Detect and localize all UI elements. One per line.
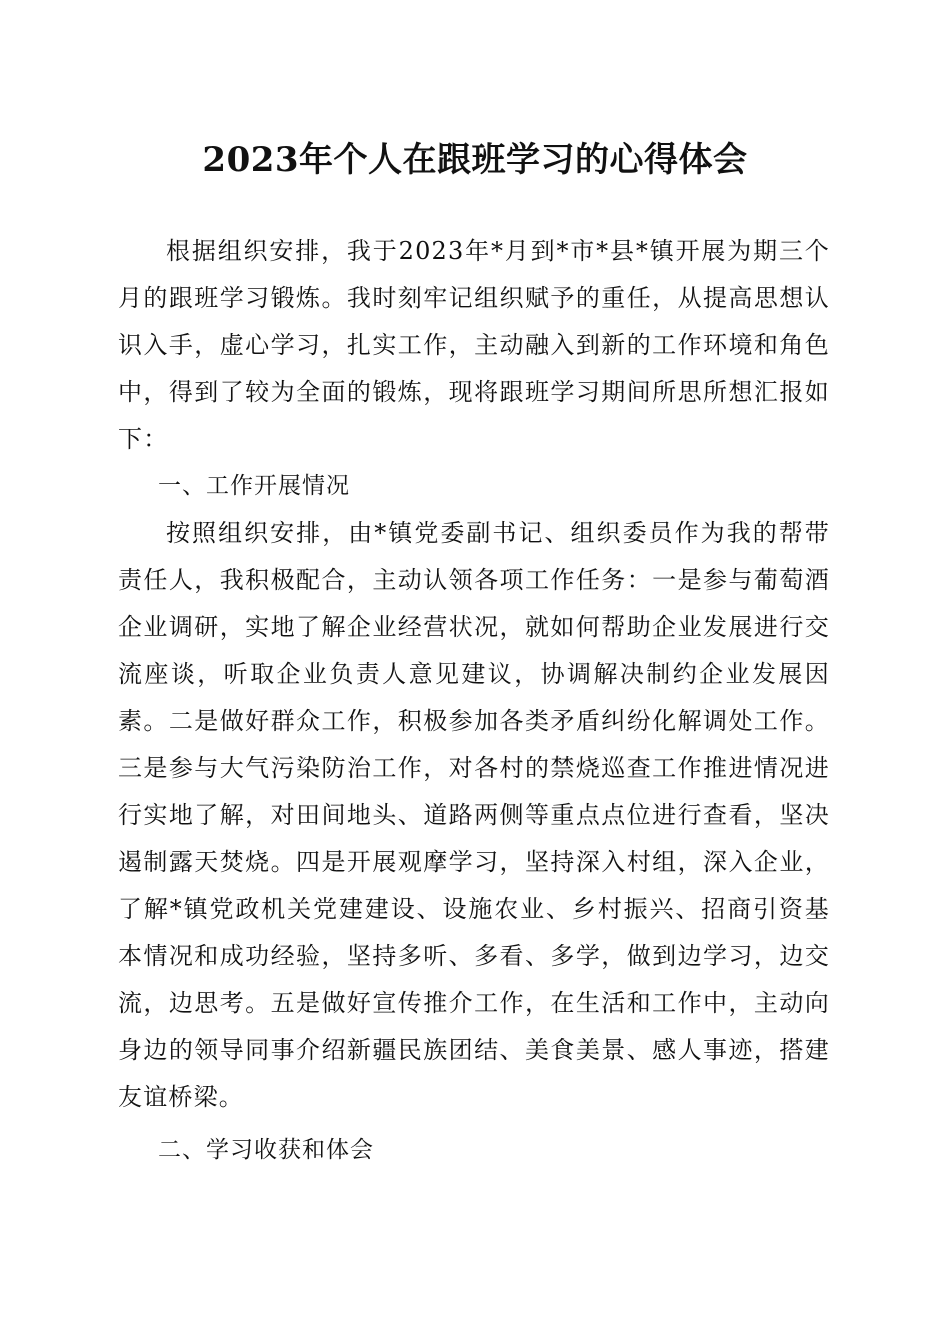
section-heading-work: 一、工作开展情况 xyxy=(158,473,350,499)
document-body xyxy=(118,228,830,1174)
section-heading-gains: 二、学习收获和体会 xyxy=(158,1137,374,1163)
intro-paragraph: 根据组织安排，我于2023年*月到*市*县*镇开展为期三个月的跟班学习锻炼。我时刻牢记组织赋予的重任，从提高思想认识入手，虚心学习，扎实工作，主动融入到新的工作环境和角色中，得到了较为全面的锻炼，现将跟班学习期间所思所想汇报如下： xyxy=(118,237,830,453)
document-title: 2023年个人在跟班学习的心得体会 xyxy=(202,140,748,180)
section-paragraph-work: 按照组织安排，由*镇党委副书记、组织委员作为我的帮带责任人，我积极配合，主动认领各项工作任务：一是参与葡萄酒企业调研，实地了解企业经营状况，就如何帮助企业发展进行交流座谈，听取企业负责人意见建议，协调解决制约企业发展因素。二是做好群众工作，积极参加各类矛盾纠纷化解调处工作。三是参与大气污染防治工作，对各村的禁烧巡查工作推进情况进行实地了解，对田间地头、道路两侧等重点点位进行查看，坚决遏制露天焚烧。四是开展观摩学习，坚持深入村组，深入企业，了解*镇党政机关党建建设、设施农业、乡村振兴、招商引资基本情况和成功经验，坚持多听、多看、多学，做到边学习，边交流，边思考。五是做好宣传推介工作，在生活和工作中，主动向身边的领导同事介绍新疆民族团结、美食美景、感人事迹，搭建友谊桥梁。 xyxy=(118,519,830,1111)
